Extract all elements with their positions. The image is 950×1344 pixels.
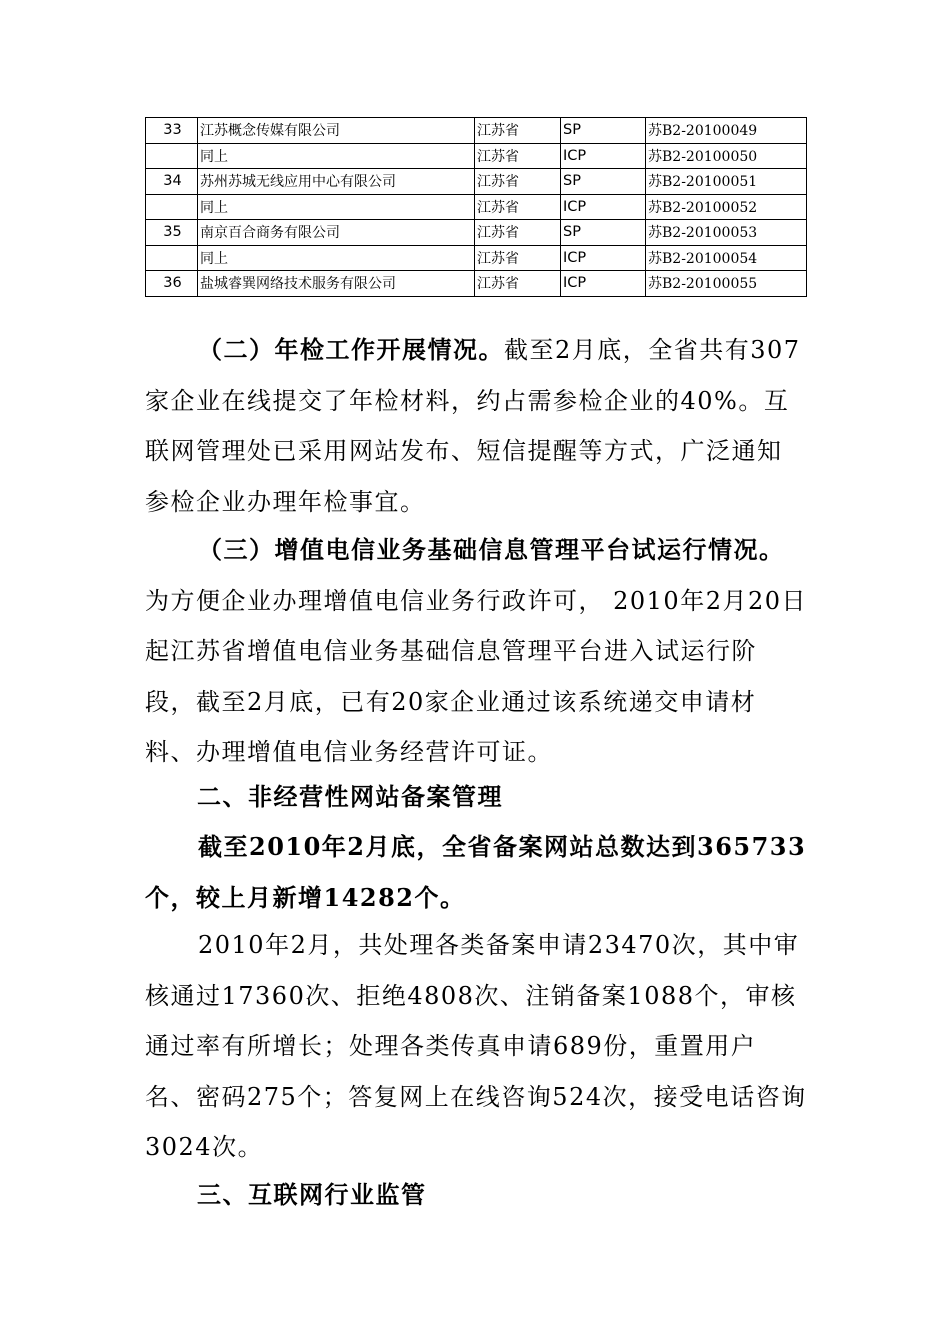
license-number: 苏B2-20100049 bbox=[646, 118, 807, 144]
table-row bbox=[146, 118, 807, 144]
province: 江苏省 bbox=[475, 220, 561, 246]
license-number: 苏B2-20100053 bbox=[646, 220, 807, 246]
company-name: 南京百合商务有限公司 bbox=[198, 220, 475, 246]
license-number: 苏B2-20100054 bbox=[646, 245, 807, 271]
license-table-body bbox=[146, 118, 807, 297]
row-number: 36 bbox=[146, 271, 198, 297]
filing-detail-paragraph: 2010年2月，共处理各类备案申请23470次，其中审核通过17360次、拒绝4808次、注销备案1088个，审核通过率有所增长；处理各类传真申请689份，重置用户名、密码275个；答复网上在线咨询524次，接受电话咨询3024次。 bbox=[145, 931, 807, 1161]
platform-trial-paragraph bbox=[145, 525, 807, 778]
business-type: SP bbox=[561, 169, 646, 195]
annual-check-paragraph bbox=[145, 325, 807, 527]
license-number: 苏B2-20100050 bbox=[646, 143, 807, 169]
company-name: 同上 bbox=[198, 194, 475, 220]
license-table bbox=[145, 117, 807, 297]
business-type: ICP bbox=[561, 194, 646, 220]
table-row bbox=[146, 271, 807, 297]
province: 江苏省 bbox=[475, 245, 561, 271]
row-number: 33 bbox=[146, 118, 198, 144]
platform-trial-heading: （三）增值电信业务基础信息管理平台试运行情况。 bbox=[198, 535, 785, 564]
company-name: 江苏概念传媒有限公司 bbox=[198, 118, 475, 144]
business-type: ICP bbox=[561, 245, 646, 271]
company-name: 同上 bbox=[198, 245, 475, 271]
license-number: 苏B2-20100051 bbox=[646, 169, 807, 195]
annual-check-body: 截至2月底，全省共有307家企业在线提交了年检材料，约占需参检企业的40%。互联网管理处已采用网站发布、短信提醒等方式，广泛通知参检企业办理年检事宜。 bbox=[145, 336, 801, 516]
province: 江苏省 bbox=[475, 194, 561, 220]
row-number: 35 bbox=[146, 220, 198, 246]
table-row bbox=[146, 194, 807, 220]
table-row bbox=[146, 169, 807, 195]
company-name: 盐城睿巽网络技术服务有限公司 bbox=[198, 271, 475, 297]
province: 江苏省 bbox=[475, 143, 561, 169]
province: 江苏省 bbox=[475, 118, 561, 144]
business-type: ICP bbox=[561, 143, 646, 169]
business-type: ICP bbox=[561, 271, 646, 297]
table-row bbox=[146, 245, 807, 271]
business-type: SP bbox=[561, 220, 646, 246]
annual-check-heading: （二）年检工作开展情况。 bbox=[198, 335, 504, 364]
filing-section-heading: 二、非经营性网站备案管理 bbox=[197, 782, 503, 811]
business-type: SP bbox=[561, 118, 646, 144]
row-number bbox=[146, 194, 198, 220]
table-row bbox=[146, 220, 807, 246]
province: 江苏省 bbox=[475, 271, 561, 297]
filing-summary-paragraph: 截至2010年2月底，全省备案网站总数达到365733个，较上月新增14282个。 bbox=[145, 832, 807, 912]
platform-trial-body: 为方便企业办理增值电信业务行政许可， 2010年2月20日起江苏省增值电信业务基础信息管理平台进入试运行阶段，截至2月底，已有20家企业通过该系统递交申请材料、办理增值电信业务经营许可证。 bbox=[145, 586, 808, 766]
province: 江苏省 bbox=[475, 169, 561, 195]
company-name: 同上 bbox=[198, 143, 475, 169]
row-number bbox=[146, 143, 198, 169]
table-row bbox=[146, 143, 807, 169]
row-number bbox=[146, 245, 198, 271]
license-number: 苏B2-20100052 bbox=[646, 194, 807, 220]
license-number: 苏B2-20100055 bbox=[646, 271, 807, 297]
company-name: 苏州苏城无线应用中心有限公司 bbox=[198, 169, 475, 195]
row-number: 34 bbox=[146, 169, 198, 195]
supervision-section-heading: 三、互联网行业监管 bbox=[197, 1180, 427, 1209]
